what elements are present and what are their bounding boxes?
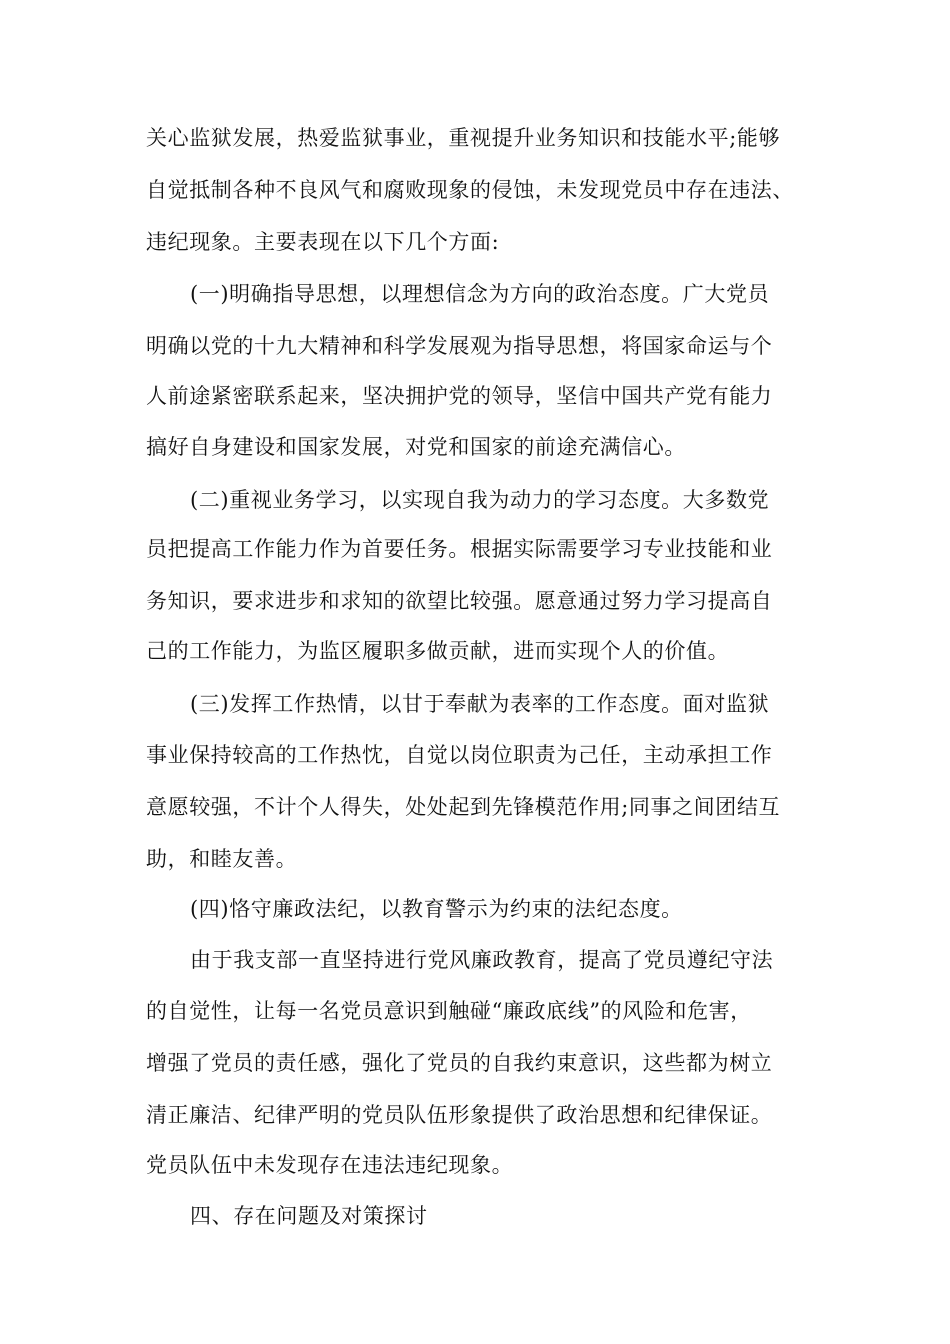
paragraph-first-line: 由于我支部一直坚持进行党风廉政教育，提高了党员遵纪守法 — [190, 948, 774, 972]
text-line: 人前途紧密联系起来，坚决拥护党的领导，坚信中国共产党有能力 — [146, 384, 773, 408]
text-line: 事业保持较高的工作热忱，自觉以岗位职责为己任，主动承担工作 — [146, 743, 773, 767]
text-line: 增强了党员的责任感，强化了党员的自我约束意识，这些都为树立 — [146, 1051, 773, 1075]
paragraph-first-line: (三)发挥工作热情，以甘于奉献为表率的工作态度。面对监狱 — [190, 692, 770, 716]
text-line: 自觉抵制各种不良风气和腐败现象的侵蚀，未发现党员中存在违法、 — [146, 178, 794, 202]
text-line: 意愿较强，不计个人得失，处处起到先锋模范作用;同事之间团结互 — [146, 795, 781, 819]
text-line: 关心监狱发展，热爱监狱事业，重视提升业务知识和技能水平;能够 — [146, 126, 781, 150]
paragraph-first-line: (一)明确指导思想，以理想信念为方向的政治态度。广大党员 — [190, 282, 770, 306]
text-line: 明确以党的十九大精神和科学发展观为指导思想，将国家命运与个 — [146, 334, 773, 358]
text-line: 清正廉洁、纪律严明的党员队伍形象提供了政治思想和纪律保证。 — [146, 1103, 773, 1127]
text-line: 己的工作能力，为监区履职多做贡献，进而实现个人的价值。 — [146, 639, 730, 663]
paragraph-first-line: (二)重视业务学习，以实现自我为动力的学习态度。大多数党 — [190, 488, 770, 512]
text-line: 务知识，要求进步和求知的欲望比较强。愿意通过努力学习提高自 — [146, 589, 773, 613]
text-line: 助，和睦友善。 — [146, 847, 298, 871]
text-line: 违纪现象。主要表现在以下几个方面: — [146, 230, 500, 254]
section-heading: 四、存在问题及对策探讨 — [190, 1204, 428, 1228]
text-line: 搞好自身建设和国家发展，对党和国家的前途充满信心。 — [146, 435, 686, 459]
text-line: 员把提高工作能力作为首要任务。根据实际需要学习专业技能和业 — [146, 537, 773, 561]
text-line: 党员队伍中未发现存在违法违纪现象。 — [146, 1153, 514, 1177]
text-line: 的自觉性，让每一名党员意识到触碰“廉政底线”的风险和危害， — [146, 999, 752, 1023]
paragraph-first-line: (四)恪守廉政法纪，以教育警示为约束的法纪态度。 — [190, 897, 683, 921]
